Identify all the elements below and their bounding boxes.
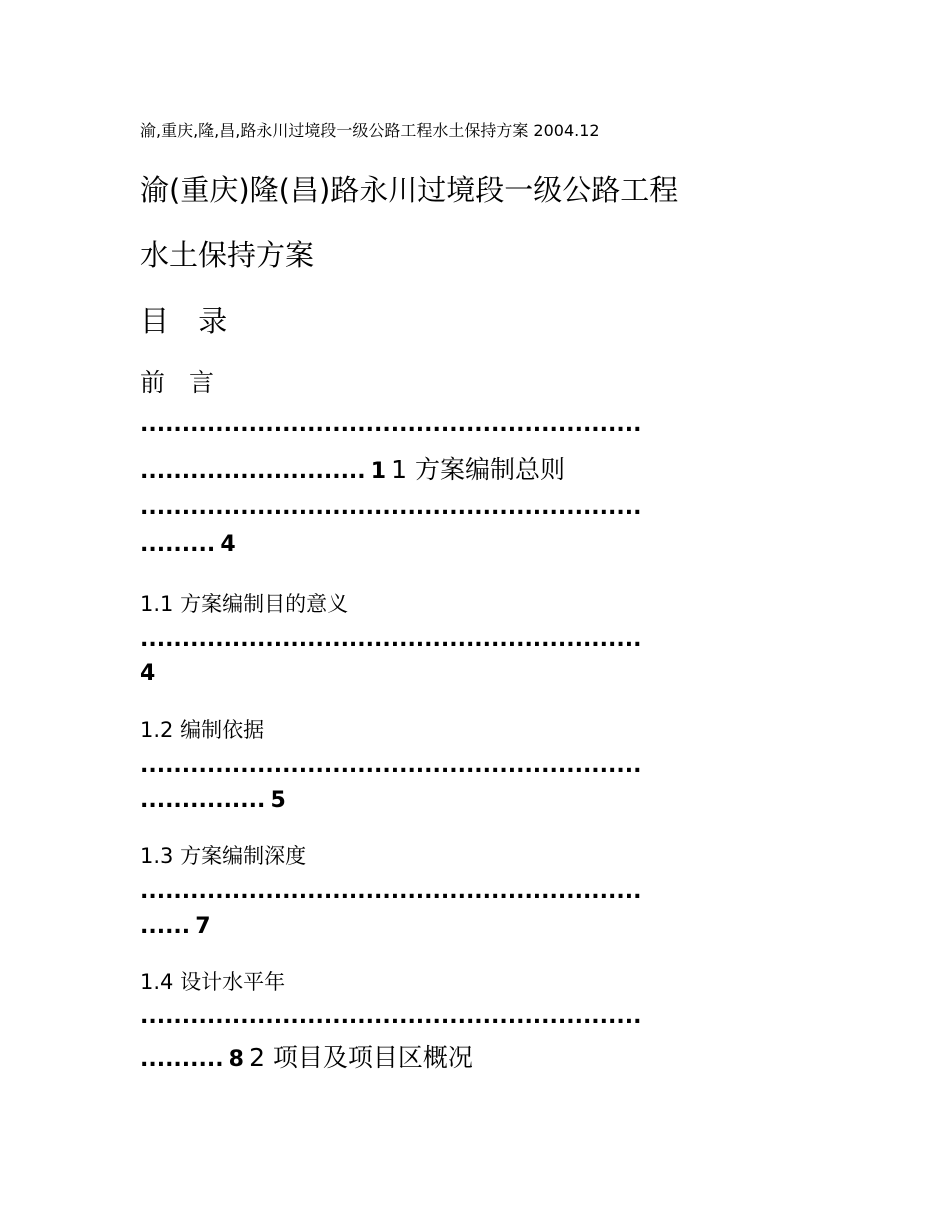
toc-entry-1-4-label: 1.4 设计水平年 bbox=[140, 970, 286, 994]
toc-heading: 目 录 bbox=[140, 304, 238, 338]
toc-leader-dots: ............................................................ bbox=[140, 495, 642, 520]
toc-leader-dots: ............................................................ bbox=[140, 627, 642, 652]
toc-entry-ch1-label: 1 方案编制总则 bbox=[391, 455, 566, 484]
toc-page-number: 4 bbox=[220, 532, 236, 557]
toc-entry-1-1-label: 1.1 方案编制目的意义 bbox=[140, 592, 349, 616]
toc-leader-dots: ......... bbox=[140, 532, 216, 557]
toc-entry-preface-label: 前 言 bbox=[140, 368, 222, 397]
toc-entry-1-2-line bbox=[140, 788, 286, 813]
toc-leader-dots: ............................................................ bbox=[140, 412, 642, 437]
toc-leader-dots: ............................................................ bbox=[140, 753, 642, 778]
toc-leader-dots: ............................................................ bbox=[140, 1004, 642, 1029]
toc-page-number: 4 bbox=[140, 661, 156, 686]
toc-page-number: 7 bbox=[195, 914, 211, 939]
toc-entry-1-3-line bbox=[140, 914, 211, 939]
toc-entry-1-4-line bbox=[140, 1038, 473, 1074]
toc-page-number: 1 bbox=[370, 459, 387, 484]
toc-leader-dots: ...... bbox=[140, 914, 191, 939]
toc-leader-dots: ........................... bbox=[140, 459, 366, 484]
toc-entry-1-2-label: 1.2 编制依据 bbox=[140, 718, 265, 742]
toc-leader-dots: ............... bbox=[140, 788, 266, 813]
toc-entry-1-3-label: 1.3 方案编制深度 bbox=[140, 844, 307, 868]
toc-page-number: 8 bbox=[228, 1047, 244, 1072]
toc-entry-ch2-label: 2 项目及项目区概况 bbox=[249, 1043, 473, 1072]
toc-entry-preface-line bbox=[140, 450, 565, 486]
document-title-line-2: 水土保持方案 bbox=[140, 238, 315, 272]
running-header: 渝,重庆,隆,昌,路永川过境段一级公路工程水土保持方案 2004.12 bbox=[140, 121, 600, 140]
toc-page-number: 5 bbox=[270, 788, 286, 813]
document-title-line-1: 渝(重庆)隆(昌)路永川过境段一级公路工程 bbox=[140, 173, 679, 207]
toc-entry-ch1-line bbox=[140, 532, 236, 557]
toc-leader-dots: .......... bbox=[140, 1047, 224, 1072]
toc-leader-dots: ............................................................ bbox=[140, 879, 642, 904]
